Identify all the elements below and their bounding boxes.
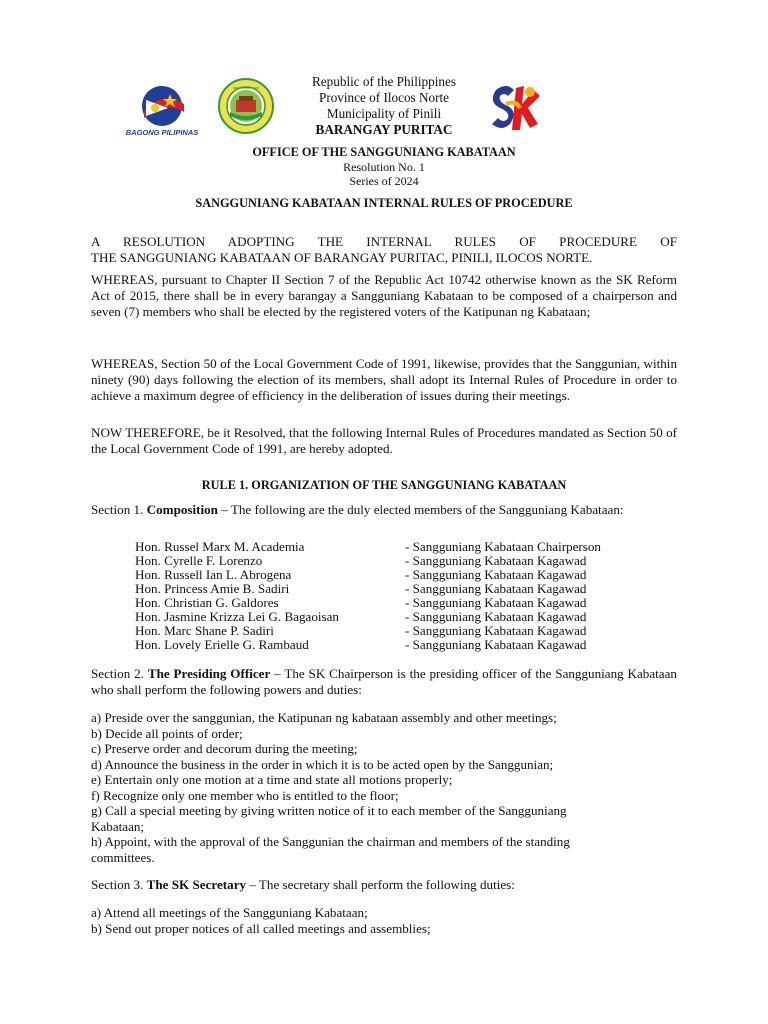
document-title: SANGGUNIANG KABATAAN INTERNAL RULES OF PROCEDURE [195, 196, 573, 210]
header-republic: Republic of the Philippines [312, 74, 456, 89]
section-2-paragraph [91, 666, 677, 698]
member-name: Hon. Russel Marx M. Academia [135, 539, 305, 554]
header-province: Province of Ilocos Norte [318, 90, 449, 105]
member-name: Hon. Russell Ian L. Abrogena [135, 567, 292, 582]
secretary-duties [91, 905, 691, 936]
list-item: h) Appoint, with the approval of the Sanggunian the chairman and members of the standing [91, 834, 570, 849]
whereas-paragraph-1: WHEREAS, pursuant to Chapter II Section 7 of the Republic Act 10742 otherwise known as the SK Reform Act of 2015, there shall be in every barangay a Sangguniang Kabataan to be composed of a chairperson and seven (7) members who shall be elected by the registered voters of the Katipunan ng Kabataan; [91, 272, 677, 319]
section-3-paragraph [91, 877, 677, 893]
list-item: f) Recognize only one member who is entitled to the floor; [91, 787, 399, 803]
section-1-heading: Composition [146, 502, 218, 517]
member-position: - Sangguniang Kabataan Kagawad [405, 581, 587, 596]
whereas-paragraph-2: WHEREAS, Section 50 of the Local Government Code of 1991, likewise, provides that the Sanggunian, within ninety (90) days following the election of its members, shall adopt its Internal Rules of Procedure in order to achieve a maximum degree of efficiency in the deliberation of issues during their meetings. [91, 356, 677, 403]
member-name: Hon. Princess Amie B. Sadiri [135, 581, 290, 596]
bagong-pilipinas-logo-text: BAGONG PILIPINAS [125, 128, 199, 137]
member-position: - Sangguniang Kabataan Kagawad [405, 609, 587, 624]
resolution-statement [91, 234, 677, 266]
member-position: - Sangguniang Kabataan Kagawad [405, 567, 587, 582]
resolution-series: Series of 2024 [349, 174, 419, 188]
bagong-pilipinas-logo [122, 82, 202, 138]
section-3-text: – The secretary shall perform the following duties: [246, 877, 515, 892]
member-name: Hon. Christian G. Galdores [135, 595, 279, 610]
list-item: c) Preserve order and decorum during the meeting; [91, 741, 358, 756]
member-name: Hon. Cyrelle F. Lorenzo [135, 553, 263, 568]
section-2-text: – The SK Chairperson is the presiding officer of the Sangguniang Kabataan who shall perform the following powers and duties: [91, 666, 677, 697]
list-item: d) Announce the business in the order in which it is to be acted open by the Sanggunian; [91, 756, 554, 772]
sk-logo [486, 82, 542, 134]
list-item: a) Attend all meetings of the Sangguniang Kabataan; [91, 905, 368, 920]
member-position: - Sangguniang Kabataan Chairperson [405, 539, 601, 554]
section-1-prefix: Section 1. [91, 502, 147, 517]
header-barangay: BARANGAY PURITAC [315, 122, 453, 137]
resolution-number: Resolution No. 1 [343, 160, 425, 174]
list-item: a) Preside over the sanggunian, the Katipunan ng kabataan assembly and other meetings; [91, 710, 557, 725]
member-position: - Sangguniang Kabataan Kagawad [405, 637, 587, 652]
section-1-paragraph [91, 502, 677, 518]
list-item: e) Entertain only one motion at a time and state all motions properly; [91, 772, 453, 787]
resolution-line-2: THE SANGGUNIANG KABATAAN OF BARANGAY PURITAC, PINILI, ILOCOS NORTE. [91, 250, 593, 265]
list-item: Kabataan; [91, 818, 145, 834]
list-item: g) Call a special meeting by giving written notice of it to each member of the Sangguniang [91, 803, 567, 818]
list-item: b) Decide all points of order; [91, 725, 243, 741]
list-item: b) Send out proper notices of all called meetings and assemblies; [91, 920, 431, 936]
header-municipality: Municipality of Pinili [326, 106, 442, 121]
section-3-prefix: Section 3. [91, 877, 147, 892]
member-name: Hon. Lovely Erielle G. Rambaud [135, 637, 309, 652]
rule-1-heading: RULE 1. ORGANIZATION OF THE SANGGUNIANG KABATAAN [201, 478, 567, 492]
member-name: Hon. Marc Shane P. Sadiri [135, 623, 274, 638]
member-position: - Sangguniang Kabataan Kagawad [405, 623, 587, 638]
resolution-line-1: A RESOLUTION ADOPTING THE INTERNAL RULES OF PROCEDURE OF [91, 234, 677, 249]
section-2-heading: The Presiding Officer [147, 666, 271, 681]
member-name: Hon. Jasmine Krizza Lei G. Bagaoisan [135, 609, 339, 624]
section-1-text: – The following are the duly elected members of the Sangguniang Kabataan: [217, 502, 624, 517]
now-therefore-paragraph: NOW THEREFORE, be it Resolved, that the following Internal Rules of Procedures mandated as Section 50 of the Local Government Code of 1991, are hereby adopted. [91, 425, 677, 456]
section-3-heading: The SK Secretary [146, 877, 247, 892]
presiding-officer-duties [91, 710, 691, 865]
office-heading: OFFICE OF THE SANGGUNIANG KABATAAN [252, 145, 516, 159]
member-position: - Sangguniang Kabataan Kagawad [405, 553, 587, 568]
section-2-prefix: Section 2. [91, 666, 148, 681]
member-position: - Sangguniang Kabataan Kagawad [405, 595, 587, 610]
list-item: committees. [91, 849, 155, 865]
